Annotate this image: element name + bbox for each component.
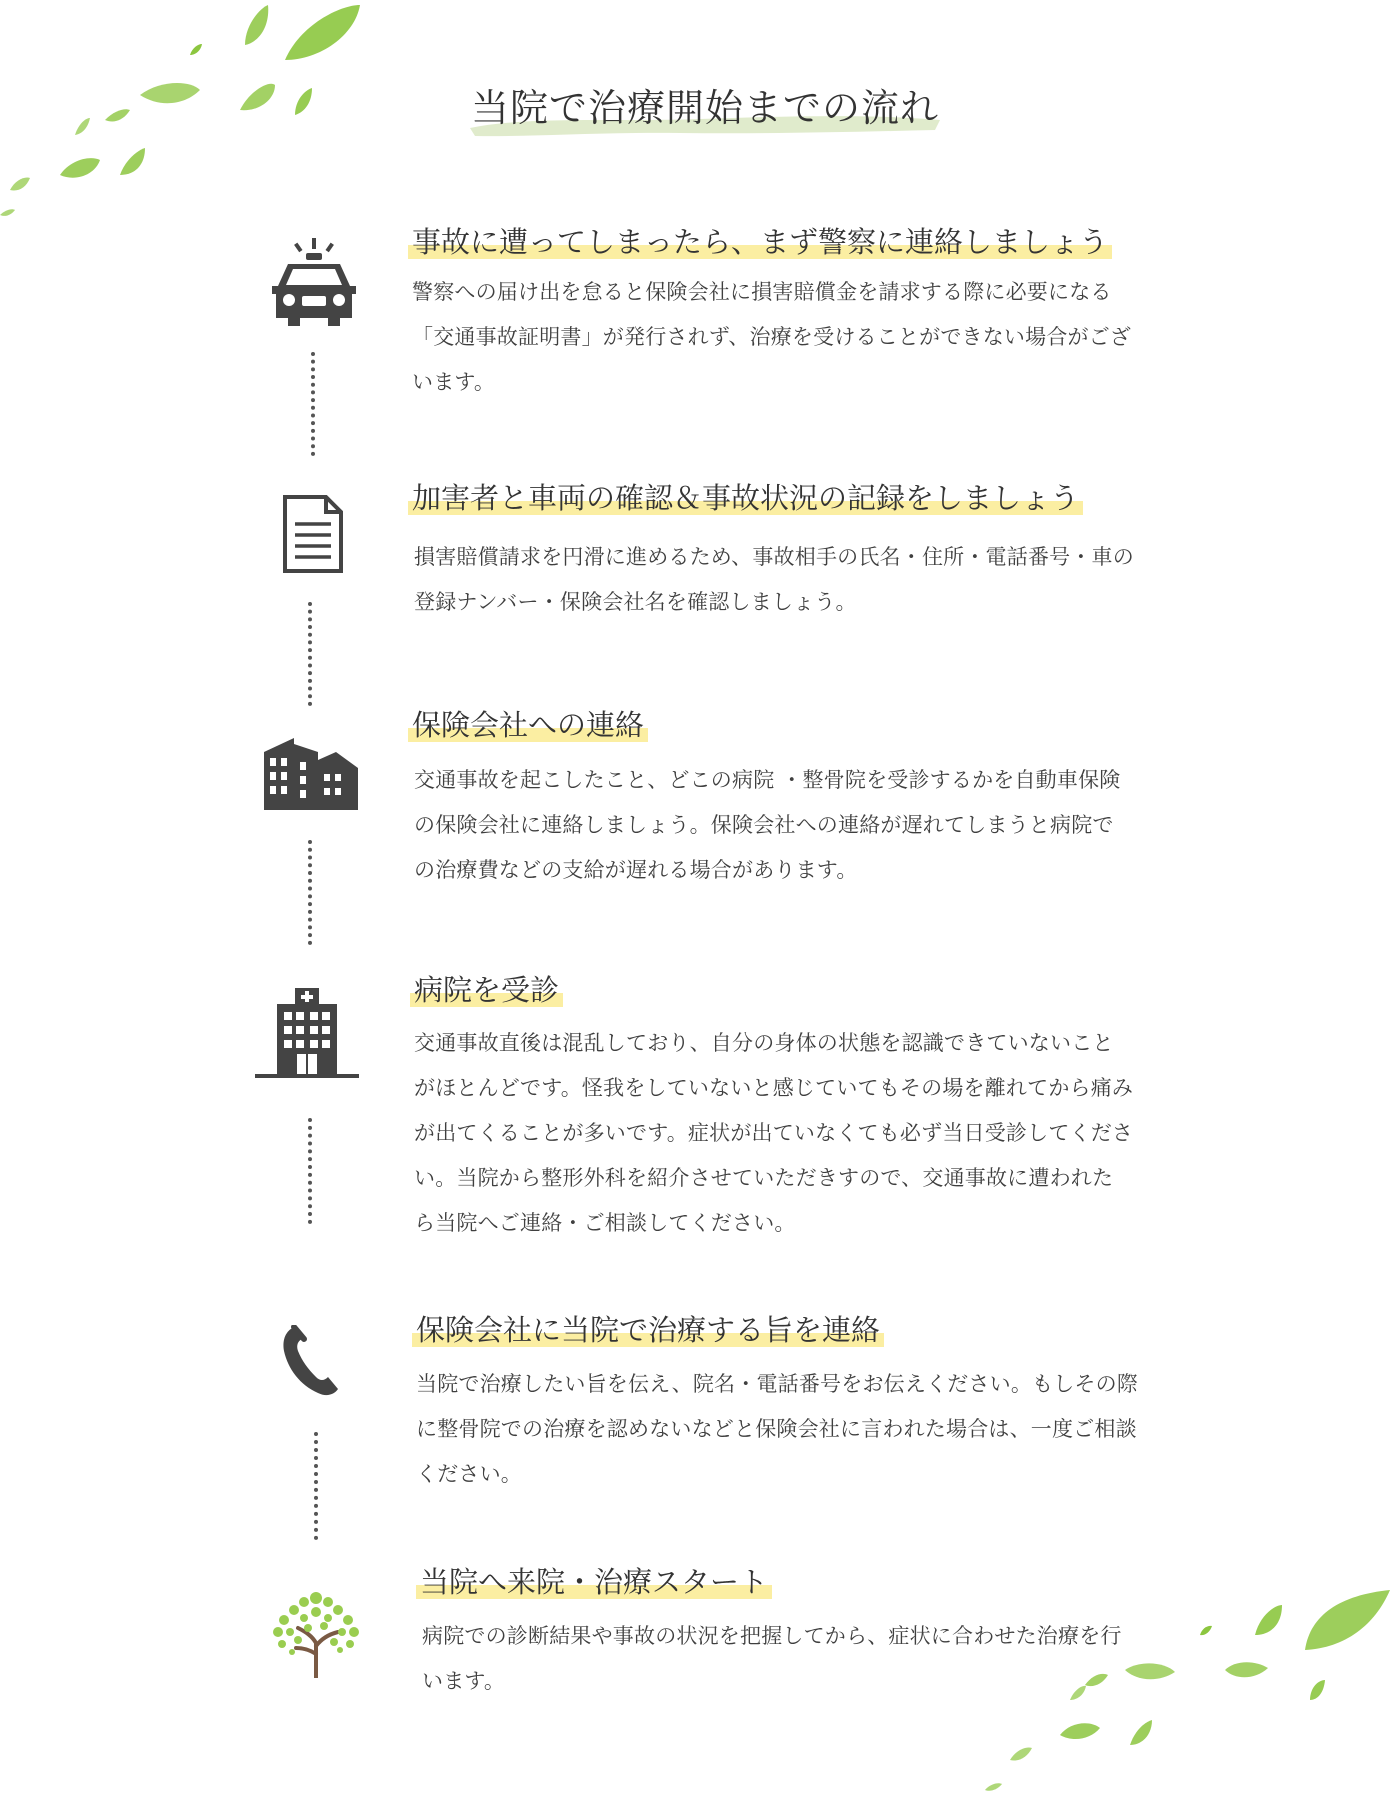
step-heading: 病院を受診 <box>410 970 563 1010</box>
connector-dots <box>308 1118 316 1224</box>
office-building-icon <box>264 738 358 810</box>
step-heading: 事故に遭ってしまったら、まず警察に連絡しましょう <box>408 222 1112 262</box>
step-description: 交通事故を起こしたこと、どこの病院 ・整骨院を受診するかを自動車保険の保険会社に連絡しましょう。保険会社への連絡が遅れてしまうと病院での治療費などの支給が遅れる場合があります。 <box>414 768 1121 882</box>
step-description: 警察への届け出を怠ると保険会社に損害賠償金を請求する際に必要になる「交通事故証明書」が発行されず、治療を受けることができない場合がございます。 <box>412 280 1132 394</box>
page-title-block <box>470 82 940 144</box>
step-heading: 加害者と車両の確認＆事故状況の記録をしましょう <box>408 478 1083 518</box>
phone-icon <box>282 1325 340 1397</box>
page-title: 当院で治療開始までの流れ <box>470 86 939 130</box>
tree-icon <box>268 1588 366 1678</box>
step-heading: 保険会社に当院で治療する旨を連絡 <box>412 1310 884 1350</box>
step-heading: 当院へ来院・治療スタート <box>416 1562 772 1602</box>
police-car-icon <box>268 238 360 332</box>
step-description: 損害賠償請求を円滑に進めるため、事故相手の氏名・住所・電話番号・車の登録ナンバー・保険会社名を確認しましょう。 <box>414 545 1134 614</box>
connector-dots <box>314 1432 322 1540</box>
connector-dots <box>311 352 319 456</box>
connector-dots <box>308 602 316 706</box>
step-description: 病院での診断結果や事故の状況を把握してから、症状に合わせた治療を行います。 <box>422 1624 1122 1693</box>
document-icon <box>282 494 344 574</box>
decorative-leaves-top <box>0 0 380 230</box>
step-description: 当院で治療したい旨を伝え、院名・電話番号をお伝えください。もしその際に整骨院での治療を認めないなどと保険会社に言われた場合は、一度ご相談ください。 <box>416 1372 1139 1486</box>
connector-dots <box>308 840 316 945</box>
hospital-icon <box>255 988 359 1078</box>
step-heading: 保険会社への連絡 <box>408 705 648 745</box>
step-description: 交通事故直後は混乱しており、自分の身体の状態を認識できていないことがほとんどです。怪我をしていないと感じていてもその場を離れてから痛みが出てくることが多いです。症状が出ていなくても必ず当日受診してください。当院から整形外科を紹介させていただきすので、交通事故に遭われたら当院へご連絡・ご相談してください。 <box>414 1031 1134 1235</box>
